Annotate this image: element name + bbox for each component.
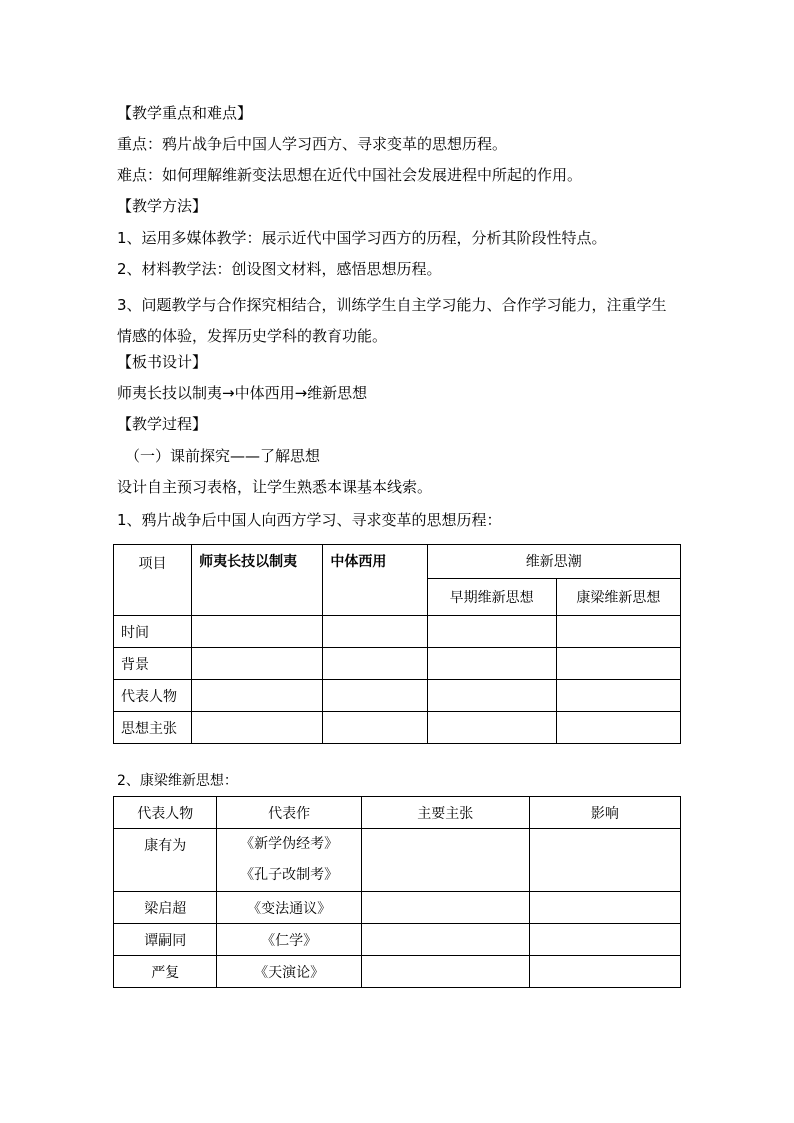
table-header-cell: 主要主张 xyxy=(361,797,529,829)
table-row xyxy=(114,892,681,924)
table-cell xyxy=(556,616,680,648)
table-header-cell: 康梁维新思想 xyxy=(556,578,680,615)
table-cell xyxy=(556,648,680,680)
table-row xyxy=(114,829,681,892)
table-header-cell: 代表作 xyxy=(217,797,361,829)
work-title: 《仁学》 xyxy=(217,924,361,956)
table-row xyxy=(114,648,681,680)
table-cell xyxy=(323,680,427,712)
table1-title: 1、鸦片战争后中国人向西方学习、寻求变革的思想历程： xyxy=(117,511,502,529)
table-cell xyxy=(427,648,556,680)
table-cell xyxy=(192,648,323,680)
work-title: 《变法通议》 xyxy=(217,892,361,924)
table-row xyxy=(114,956,681,988)
key-point: 重点：鸦片战争后中国人学习西方、寻求变革的思想历程。 xyxy=(117,135,508,153)
focus-heading: 【教学重点和难点】 xyxy=(117,104,253,122)
table-cell xyxy=(192,712,323,744)
row-label: 代表人物 xyxy=(114,680,192,712)
table-cell xyxy=(427,712,556,744)
table-cell xyxy=(529,924,680,956)
table-header-cell: 代表人物 xyxy=(114,797,217,829)
thought-history-table xyxy=(113,544,681,744)
table-cell xyxy=(323,648,427,680)
table-cell xyxy=(556,712,680,744)
table-cell xyxy=(529,956,680,988)
person-cell: 康有为 xyxy=(114,829,217,892)
method-item: 2、材料教学法：创设图文材料，感悟思想历程。 xyxy=(117,260,442,278)
table-cell xyxy=(529,892,680,924)
board-content: 师夷长技以制夷→中体西用→维新思想 xyxy=(117,384,368,402)
table-cell xyxy=(361,829,529,892)
table-header-cell: 中体西用 xyxy=(323,545,427,616)
table-cell xyxy=(529,829,680,892)
methods-heading: 【教学方法】 xyxy=(117,197,208,215)
table-cell xyxy=(323,712,427,744)
table-row xyxy=(114,712,681,744)
table-cell xyxy=(427,616,556,648)
process-step-desc: 设计自主预习表格，让学生熟悉本课基本线索。 xyxy=(117,478,433,496)
board-heading: 【板书设计】 xyxy=(117,353,208,371)
work-title: 《孔子改制考》 xyxy=(240,867,339,883)
table-cell xyxy=(361,956,529,988)
person-cell: 梁启超 xyxy=(114,892,217,924)
row-label: 背景 xyxy=(114,648,192,680)
table-cell xyxy=(361,892,529,924)
table-cell xyxy=(192,616,323,648)
process-step: （一）课前探究——了解思想 xyxy=(125,447,321,465)
work-title: 《天演论》 xyxy=(217,956,361,988)
table-header-cell: 师夷长技以制夷 xyxy=(192,545,323,616)
table-cell xyxy=(323,616,427,648)
table-header-cell: 项目 xyxy=(114,545,192,616)
table-row xyxy=(114,680,681,712)
table-cell xyxy=(361,924,529,956)
table-cell xyxy=(556,680,680,712)
works-cell xyxy=(217,829,361,892)
table-header-cell: 维新思潮 xyxy=(427,545,680,579)
table-cell xyxy=(427,680,556,712)
table-header-cell: 影响 xyxy=(529,797,680,829)
difficulty: 难点：如何理解维新变法思想在近代中国社会发展进程中所起的作用。 xyxy=(117,166,583,184)
row-label: 思想主张 xyxy=(114,712,192,744)
process-heading: 【教学过程】 xyxy=(117,415,208,433)
row-label: 时间 xyxy=(114,616,192,648)
reform-thinkers-table xyxy=(113,796,681,988)
table2-title: 2、康梁维新思想： xyxy=(117,773,238,789)
method-item: 3、问题教学与合作探究相结合，训练学生自主学习能力、合作学习能力，注重学生情感的体验，发挥历史学科的教育功能。 xyxy=(117,296,667,345)
table-cell xyxy=(192,680,323,712)
table-row xyxy=(114,616,681,648)
person-cell: 严复 xyxy=(114,956,217,988)
work-title: 《新学伪经考》 xyxy=(240,836,339,852)
table-header-cell: 早期维新思想 xyxy=(427,578,556,615)
person-cell: 谭嗣同 xyxy=(114,924,217,956)
method-item: 1、运用多媒体教学：展示近代中国学习西方的历程，分析其阶段性特点。 xyxy=(117,229,607,247)
table-row xyxy=(114,924,681,956)
